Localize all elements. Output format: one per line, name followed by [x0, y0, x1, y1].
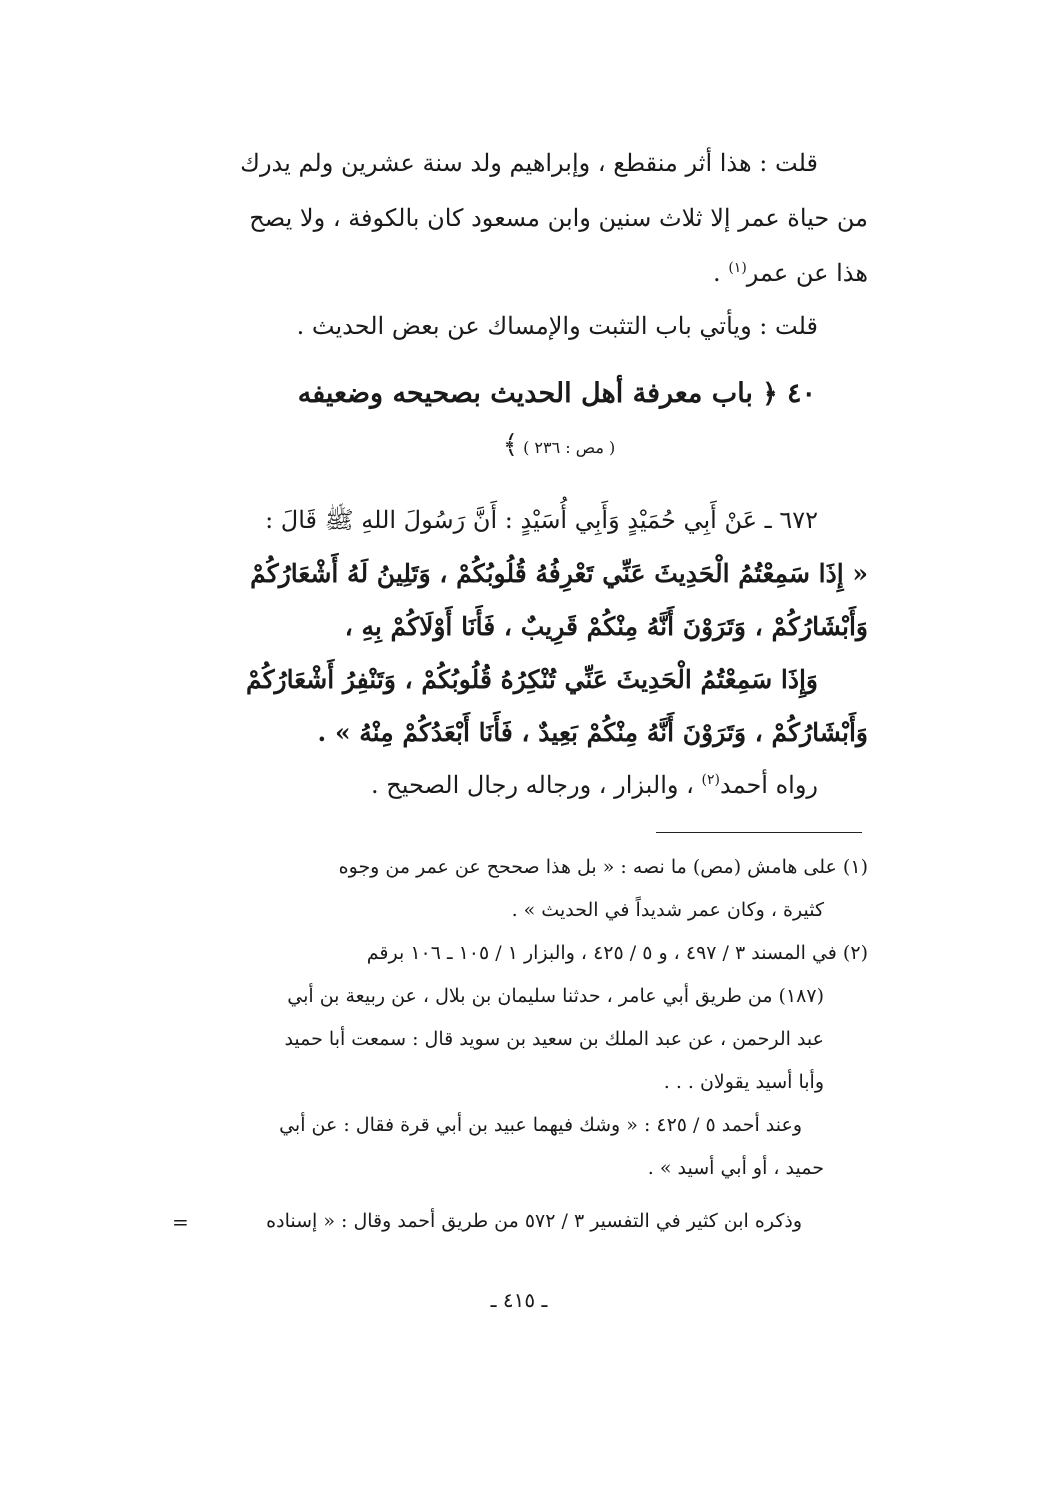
footnotes — [190, 846, 868, 1190]
paragraph-line: قلت : هذا أثر منقطع ، وإبراهيم ولد سنة عشرين ولم يدرك — [240, 149, 818, 177]
footnote-ref-2[interactable]: (٢) — [701, 772, 720, 788]
attribution-text: رواه أحمد — [719, 771, 818, 799]
footnote-2-line: وعند أحمد ٥ / ٤٢٥ : « وشك فيهما عبيد بن أبي قرة فقال : عن أبي — [279, 1114, 802, 1136]
footnote-2-line: (١٨٧) من طريق أبي عامر ، حدثنا سليمان بن بلال ، عن ربيعة بن أبي — [287, 985, 824, 1007]
hadith-line: ٦٧٢ ـ عَنْ أَبِي حُمَيْدٍ وَأَبِي أُسَيْدٍ : أَنَّ رَسُولَ اللهِ ﷺ قَالَ : — [265, 506, 818, 534]
footnote-ref-1[interactable]: (١) — [728, 260, 747, 276]
hadith-attribution — [190, 759, 868, 812]
footnote-2-line: (٢) في المسند ٣ / ٤٩٧ ، و ٥ / ٤٢٥ ، والبزار ١ / ١٠٥ ـ ١٠٦ برقم — [366, 942, 868, 964]
paragraph-line — [190, 246, 868, 301]
footnote-2-line: حميد ، أو أبي أسيد » . — [647, 1157, 824, 1179]
chapter-title: باب معرفة أهل الحديث بصحيحه وضعيفه — [297, 378, 753, 409]
hadith-line: وَأَبْشَارُكُمْ ، وَتَرَوْنَ أَنَّهُ مِنْكُمْ بَعِيدٌ ، فَأَنَا أَبْعَدُكُمْ مِنْهُ » . — [317, 718, 868, 747]
ornament-close-icon: ﴾ — [502, 430, 518, 460]
hadith-line: وَأَبْشَارُكُمْ ، وَتَرَوْنَ أَنَّهُ مِنْكُمْ قَرِيبٌ ، فَأَنَا أَوْلَاكُمْ بِهِ ، — [344, 612, 868, 641]
opening-paragraph — [190, 136, 868, 301]
paragraph-text: . — [713, 259, 729, 287]
paragraph-text: هذا عن عمر — [746, 259, 868, 287]
ornament-open-icon: ﴿ — [762, 379, 778, 409]
footnote-divider — [656, 832, 862, 833]
hadith-line: « إِذَا سَمِعْتُمُ الْحَدِيثَ عَنِّي تَعْرِفُهُ قُلُوبُكُمْ ، وَتَلِينُ لَهُ أَشْعَارُكُمْ — [250, 559, 868, 588]
attribution-text: ، والبزار ، ورجاله رجال الصحيح . — [370, 771, 702, 799]
footnote-2-line: وذكره ابن كثير في التفسير ٣ / ٥٧٢ من طريق أحمد وقال : « إسناده — [266, 1210, 802, 1232]
footnote-2-line: عبد الرحمن ، عن عبد الملك بن سعيد بن سويد قال : سمعت أبا حميد — [284, 1028, 824, 1050]
source-ref: ( مص : ٢٣٦ ) — [523, 438, 616, 457]
paragraph-line: من حياة عمر إلا ثلاث سنين وابن مسعود كان بالكوفة ، ولا يصح — [249, 204, 868, 232]
continuation-mark: = — [172, 1210, 189, 1234]
footnote-1-line: كثيرة ، وكان عمر شديداً في الحديث » . — [511, 899, 824, 921]
page-number: ـ ٤١٥ ـ — [490, 1288, 548, 1312]
chapter-heading — [190, 372, 868, 416]
footnote-2-line: وأبا أسيد يقولان . . . — [663, 1071, 824, 1093]
footnote-1-line: (١) على هامش (مص) ما نصه : « بل هذا صححح عن عمر من وجوه — [338, 856, 868, 878]
chapter-source-ref — [190, 430, 868, 463]
hadith-line: وَإِذَا سَمِعْتُمُ الْحَدِيثَ عَنِّي تُنْكِرُهُ قُلُوبُكُمْ ، وَتَنْفِرُ أَشْعَارُكُمْ — [245, 665, 818, 694]
paragraph-see-also: قلت : ويأتي باب التثبت والإمساك عن بعض الحديث . — [296, 312, 818, 340]
chapter-number: ٤٠ — [786, 378, 816, 409]
hadith-text — [190, 494, 868, 812]
